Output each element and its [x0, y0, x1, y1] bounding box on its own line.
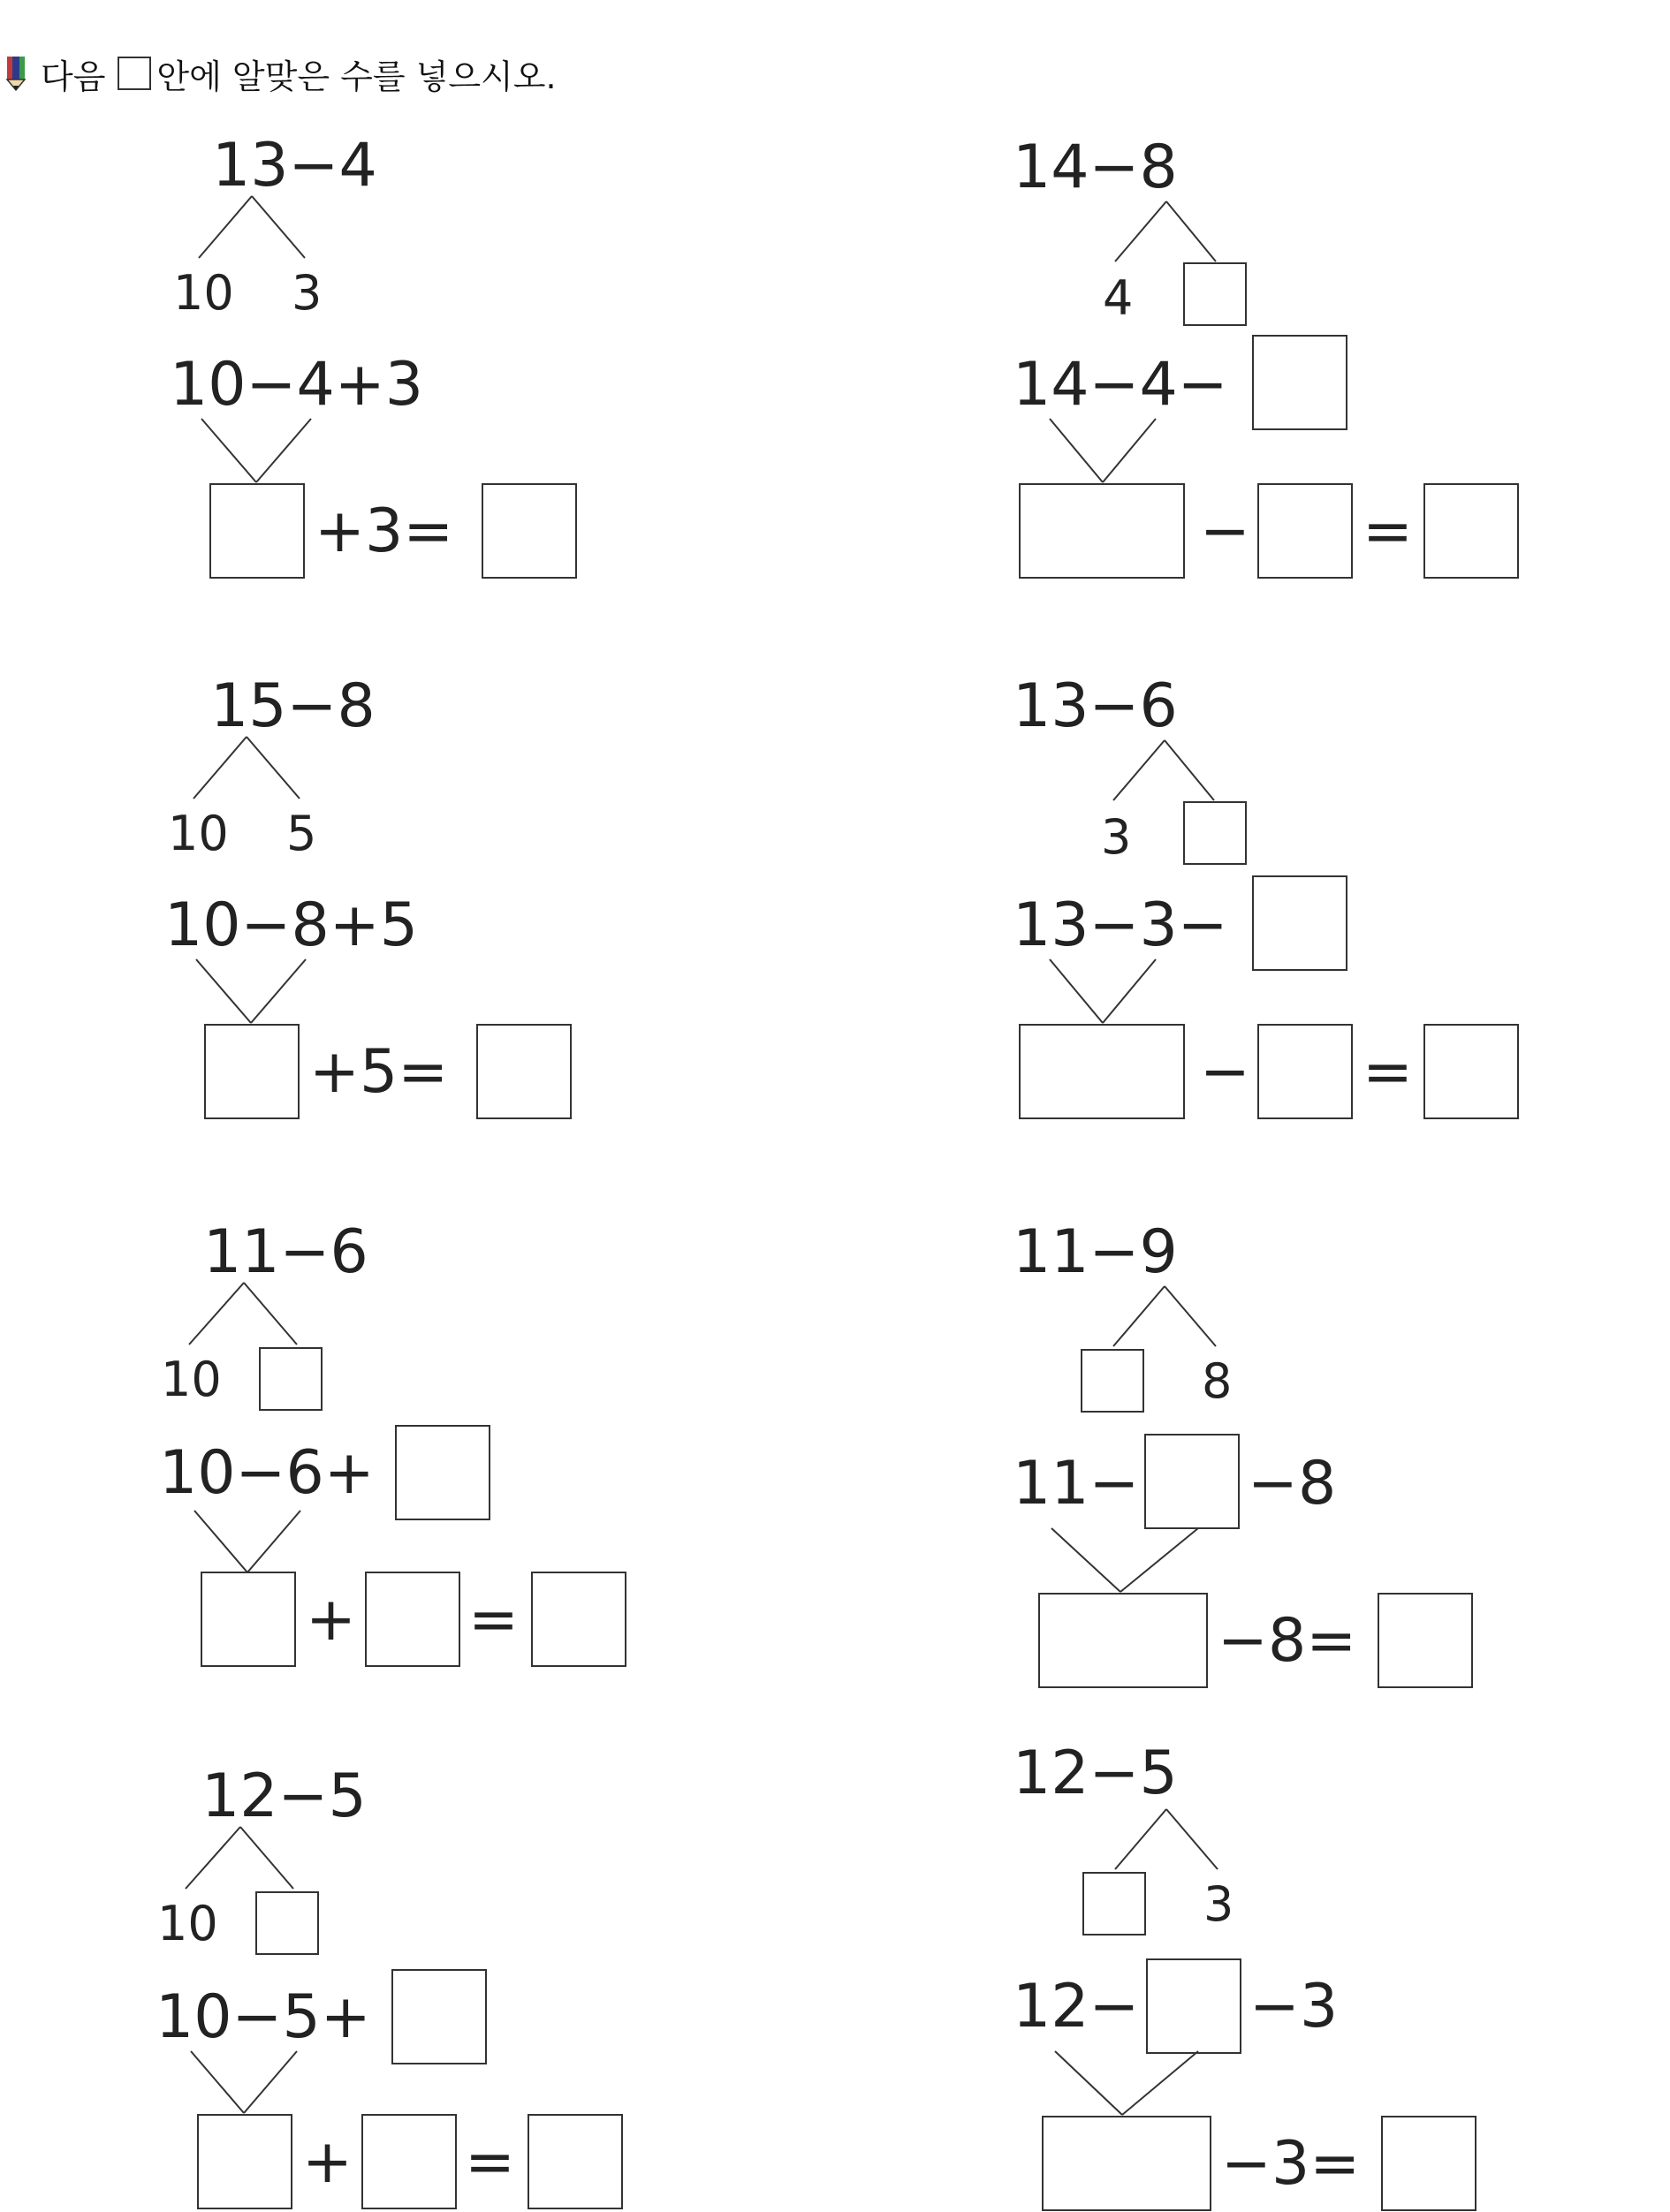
merge-line	[194, 1511, 247, 1572]
answer-box[interactable]	[1020, 484, 1184, 578]
merge-line	[1055, 2051, 1122, 2115]
problem-11-6	[159, 1217, 626, 1666]
split-value: 10	[168, 806, 229, 861]
answer-box[interactable]	[362, 2115, 456, 2208]
branch-line	[186, 1827, 240, 1889]
minus-sign: −	[1200, 496, 1250, 566]
plus-sign: +	[306, 1585, 356, 1655]
equals-sign: =	[465, 2127, 515, 2197]
answer-box[interactable]	[260, 1348, 322, 1410]
split-value: 3	[1101, 809, 1132, 865]
branch-line	[1115, 201, 1166, 261]
branch-line	[1165, 1286, 1216, 1346]
expr: 11−6	[203, 1217, 368, 1287]
branch-line	[240, 1827, 293, 1889]
answer-box[interactable]	[198, 2115, 292, 2208]
problem-15-8	[164, 671, 571, 1118]
equals-sign: =	[1363, 496, 1413, 566]
answer-box[interactable]	[528, 2115, 622, 2208]
expr: 14−8	[1013, 133, 1178, 202]
branch-line	[252, 196, 305, 258]
merge-line	[1050, 419, 1103, 482]
expr: 12−5	[201, 1761, 367, 1831]
equals-sign: =	[1363, 1037, 1413, 1107]
split-value: 10	[161, 1352, 222, 1407]
answer-box[interactable]	[1147, 1959, 1241, 2053]
answer-box[interactable]	[396, 1426, 490, 1519]
merge-line	[1103, 419, 1156, 482]
answer-box[interactable]	[1382, 2117, 1476, 2210]
answer-box[interactable]	[1424, 1025, 1518, 1118]
answer-box[interactable]	[201, 1572, 295, 1666]
merge-line	[1050, 959, 1103, 1023]
answer-box[interactable]	[1253, 336, 1347, 429]
step-expr: 10−4+3	[170, 350, 424, 420]
step-expr: 10−6+	[159, 1438, 375, 1508]
merge-line	[244, 2051, 297, 2113]
merge-line	[251, 959, 306, 1023]
branch-line	[1113, 740, 1165, 800]
equals-sign: =	[468, 1585, 519, 1655]
branch-line	[199, 196, 252, 258]
merge-line	[256, 419, 311, 482]
answer-box[interactable]	[256, 1892, 318, 1954]
answer-box[interactable]	[1039, 1594, 1207, 1687]
answer-box[interactable]	[477, 1025, 571, 1118]
branch-line	[1166, 1809, 1218, 1869]
split-value: 4	[1103, 270, 1134, 326]
merge-line	[201, 419, 256, 482]
answer-box[interactable]	[1258, 1025, 1352, 1118]
step-expr: 13−3−	[1013, 890, 1228, 960]
expr: 13−4	[212, 131, 377, 201]
answer-box[interactable]	[1043, 2117, 1211, 2210]
merge-line	[1122, 2051, 1198, 2115]
result-tail: −8=	[1218, 1606, 1357, 1676]
result-tail: +5=	[309, 1037, 449, 1107]
answer-box[interactable]	[1082, 1350, 1143, 1412]
split-value: 3	[1203, 1876, 1234, 1932]
problem-13-4	[170, 131, 576, 578]
merge-line	[1120, 1528, 1198, 1592]
merge-line	[1103, 959, 1156, 1023]
merge-line	[247, 1511, 300, 1572]
minus-sign: −	[1200, 1037, 1250, 1107]
problem-13-6	[1013, 671, 1518, 1118]
step-expr: 10−5+	[156, 1982, 371, 2052]
step-expr: 14−4−	[1013, 350, 1228, 420]
step-expr-tail: −3	[1249, 1972, 1339, 2042]
answer-box[interactable]	[1258, 484, 1352, 578]
split-value: 10	[173, 265, 234, 321]
merge-line	[1051, 1528, 1120, 1592]
split-value: 8	[1202, 1353, 1233, 1409]
instruction-text: 안에 알맞은 수를 넣으시오.	[156, 57, 557, 96]
answer-box[interactable]	[1020, 1025, 1184, 1118]
problem-11-9	[1013, 1217, 1472, 1687]
split-value: 10	[157, 1896, 218, 1951]
answer-box[interactable]	[392, 1970, 486, 2064]
merge-line	[191, 2051, 244, 2113]
branch-line	[1115, 1809, 1166, 1869]
answer-box[interactable]	[1145, 1435, 1239, 1528]
result-tail: +3=	[315, 496, 454, 566]
result-tail: −3=	[1221, 2129, 1361, 2199]
branch-line	[244, 1283, 297, 1345]
step-expr: 12−	[1013, 1972, 1140, 2042]
answer-box[interactable]	[1184, 263, 1246, 325]
expr: 12−5	[1013, 1739, 1178, 1808]
problem-12-5-right	[1013, 1739, 1476, 2210]
branch-line	[194, 737, 247, 799]
answer-box[interactable]	[532, 1572, 626, 1666]
expr: 15−8	[210, 671, 376, 741]
answer-box[interactable]	[210, 484, 304, 578]
problem-12-5-left	[156, 1761, 622, 2208]
answer-box[interactable]	[1378, 1594, 1472, 1687]
merge-line	[196, 959, 251, 1023]
expr: 11−9	[1013, 1217, 1178, 1287]
instruction-prefix: 다음	[41, 57, 106, 96]
answer-box[interactable]	[1424, 484, 1518, 578]
expr: 13−6	[1013, 671, 1178, 741]
branch-line	[1113, 1286, 1165, 1346]
split-value: 5	[286, 806, 317, 861]
branch-line	[1165, 740, 1214, 800]
answer-box[interactable]	[205, 1025, 299, 1118]
problem-14-8	[1013, 133, 1518, 578]
answer-box[interactable]	[366, 1572, 459, 1666]
plus-sign: +	[302, 2127, 353, 2197]
step-expr: 11−	[1013, 1449, 1140, 1519]
answer-box[interactable]	[1083, 1873, 1145, 1935]
answer-box[interactable]	[1253, 876, 1347, 970]
answer-box[interactable]	[482, 484, 576, 578]
answer-box[interactable]	[1184, 802, 1246, 864]
branch-line	[247, 737, 300, 799]
step-expr: 10−8+5	[164, 890, 419, 960]
split-value: 3	[292, 265, 323, 321]
branch-line	[189, 1283, 244, 1345]
step-expr-tail: −8	[1248, 1449, 1337, 1519]
branch-line	[1166, 201, 1216, 261]
